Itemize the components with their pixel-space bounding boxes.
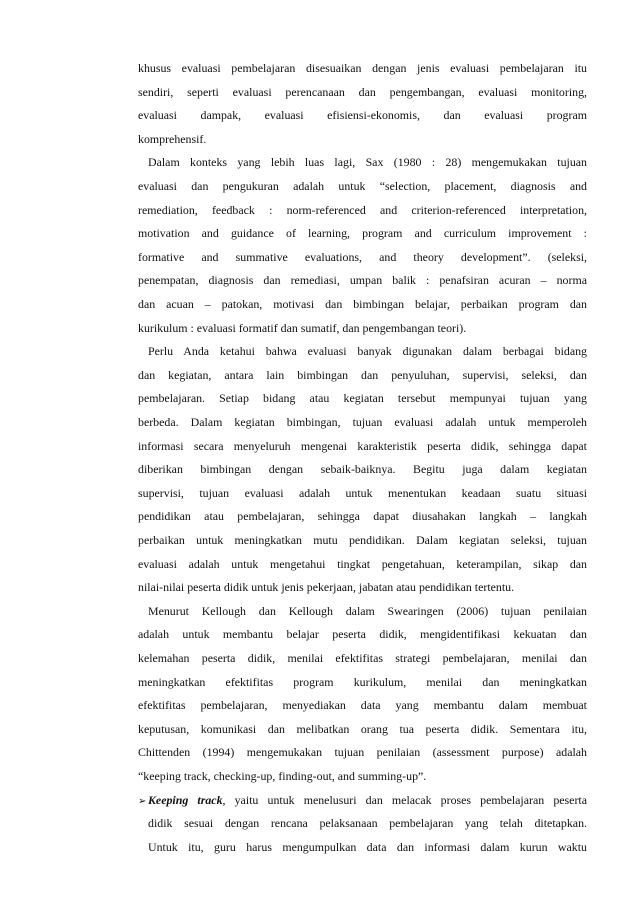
- text-line: evaluasi dampak, evaluasi efisiensi-ekonomis, dan evaluasi program: [138, 108, 587, 122]
- text-line: khusus evaluasi pembelajaran disesuaikan dengan jenis evaluasi pembelajaran itu: [138, 61, 587, 75]
- bullet-continuation-line: Untuk itu, guru harus mengumpulkan data dan informasi dalam kurun waktu: [148, 840, 587, 854]
- text-line: supervisi, tujuan evaluasi adalah untuk menentukan keadaan suatu situasi: [138, 486, 587, 500]
- text-line: Perlu Anda ketahui bahwa evaluasi banyak digunakan dalam berbagai bidang: [148, 344, 587, 358]
- bullet-continuation-line: didik sesuai dengan rencana pelaksanaan pembelajaran yang telah ditetapkan.: [148, 816, 587, 830]
- text-line: komprehensif.: [138, 132, 207, 146]
- text-line: meningkatkan efektifitas program kurikulum, menilai dan meningkatkan: [138, 675, 587, 689]
- bullet-term: Keeping track: [148, 793, 223, 807]
- text-line: evaluasi adalah untuk mengetahui tingkat pengetahuan, keterampilan, sikap dan: [138, 557, 587, 571]
- text-line: efektifitas pembelajaran, menyediakan data yang membantu dalam membuat: [138, 698, 587, 712]
- text-line: pembelajaran. Setiap bidang atau kegiatan tersebut mempunyai tujuan yang: [138, 391, 587, 405]
- text-line: kelemahan peserta didik, menilai efektifitas strategi pembelajaran, menilai dan: [138, 651, 587, 665]
- bullet-first-line-rest: , yaitu untuk menelusuri dan melacak proses pembelajaran peserta: [222, 793, 587, 807]
- text-line: diberikan bimbingan dengan sebaik-baiknya. Begitu juga dalam kegiatan: [138, 462, 587, 476]
- text-line: evaluasi dan pengukuran adalah untuk “selection, placement, diagnosis and: [138, 179, 587, 193]
- text-line: Menurut Kellough dan Kellough dalam Swearingen (2006) tujuan penilaian: [148, 604, 587, 618]
- arrow-bullet-icon: ➢: [138, 796, 147, 807]
- text-line: informasi secara menyeluruh mengenai karakteristik peserta didik, sehingga dapat: [138, 439, 587, 453]
- bullet-item: [138, 790, 587, 810]
- text-line: penempatan, diagnosis dan remediasi, umpan balik : penafsiran acuran – norma: [138, 273, 587, 287]
- text-line: keputusan, komunikasi dan melibatkan orang tua peserta didik. Sementara itu,: [138, 722, 587, 736]
- bullet-first-line: [148, 790, 587, 810]
- text-line: remediation, feedback : norm-referenced and criterion-referenced interpretation,: [138, 203, 587, 217]
- text-line: perbaikan untuk meningkatkan mutu pendidikan. Dalam kegiatan seleksi, tujuan: [138, 533, 587, 547]
- text-line: adalah untuk membantu belajar peserta didik, mengidentifikasi kekuatan dan: [138, 627, 587, 641]
- text-line: motivation and guidance of learning, program and curriculum improvement :: [138, 226, 587, 240]
- text-line: dan acuan – patokan, motivasi dan bimbingan belajar, perbaikan program dan: [138, 297, 587, 311]
- text-line: dan kegiatan, antara lain bimbingan dan penyuluhan, supervisi, seleksi, dan: [138, 368, 587, 382]
- text-line: kurikulum : evaluasi formatif dan sumatif, dan pengembangan teori).: [138, 321, 467, 335]
- text-line: Dalam konteks yang lebih luas lagi, Sax (1980 : 28) mengemukakan tujuan: [148, 155, 587, 169]
- text-line: pendidikan atau pembelajaran, sehingga dapat diusahakan langkah – langkah: [138, 509, 587, 523]
- text-line: berbeda. Dalam kegiatan bimbingan, tujuan evaluasi adalah untuk memperoleh: [138, 415, 587, 429]
- text-line: Chittenden (1994) mengemukakan tujuan penilaian (assessment purpose) adalah: [138, 745, 587, 759]
- text-line: formative and summative evaluations, and theory development”. (seleksi,: [138, 250, 587, 264]
- text-line: sendiri, seperti evaluasi perencanaan dan pengembangan, evaluasi monitoring,: [138, 85, 587, 99]
- text-line: nilai-nilai peserta didik untuk jenis pekerjaan, jabatan atau pendidikan tertentu.: [138, 580, 515, 594]
- text-line: “keeping track, checking-up, finding-out, and summing-up”.: [138, 769, 427, 783]
